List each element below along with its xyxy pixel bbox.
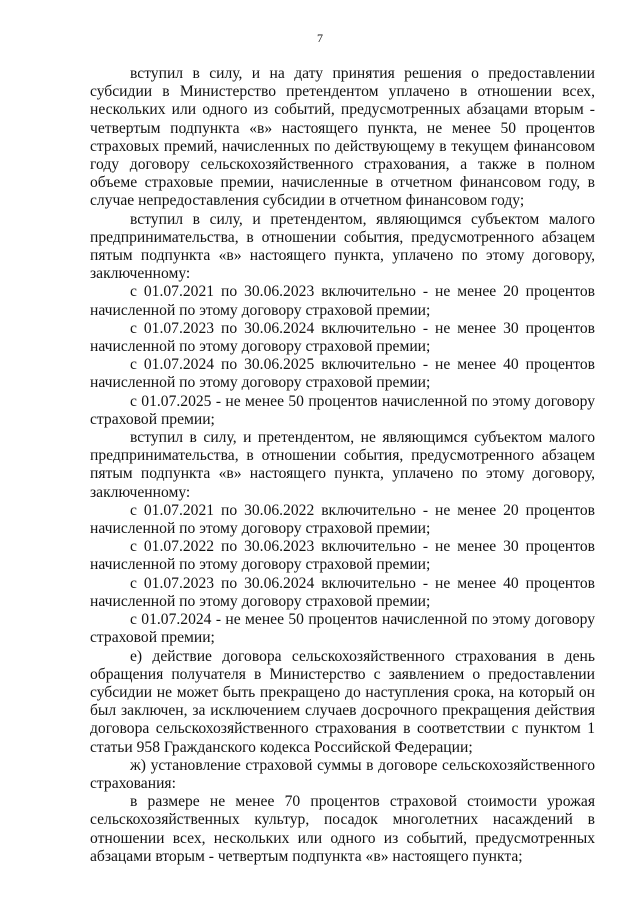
paragraph: ж) установление страховой суммы в договоре сельскохозяйственного страхования: <box>90 756 595 792</box>
paragraph: с 01.07.2021 по 30.06.2022 включительно - не менее 20 процентов начисленной по этому договору страховой премии; <box>90 501 595 538</box>
document-body <box>90 65 595 866</box>
paragraph: с 01.07.2021 по 30.06.2023 включительно - не менее 20 процентов начисленной по этому договору страховой премии; <box>90 283 595 319</box>
paragraph: вступил в силу, и претендентом, являющимся субъектом малого предпринимательства, в отношении события, предусмотренного абзацем пятым подпункта «в» настоящего пункта, уплачено по этому договору, заключенному: <box>90 210 595 283</box>
paragraph: с 01.07.2023 по 30.06.2024 включительно - не менее 40 процентов начисленной по этому договору страховой премии; <box>90 574 595 610</box>
paragraph: с 01.07.2024 - не менее 50 процентов начисленной по этому договору страховой премии; <box>90 611 595 647</box>
paragraph: е) действие договора сельскохозяйственного страхования в день обращения получателя в Министерство с заявлением о предоставлении субсидии не может быть прекращено до наступления срока, на который он был заключен, за исключением случаев досрочного прекращения действия договора сельскохозяйственного страхования в соответствии с пунктом 1 статьи 958 Гражданского кодекса Российской Федерации; <box>90 647 595 756</box>
paragraph: в размере не менее 70 процентов страховой стоимости урожая сельскохозяйственных культур, посадок многолетних насаждений в отношении всех, нескольких или одного из событий, предусмотренных абзацами вторым - четвертым подпункта «в» настоящего пункта; <box>90 793 595 865</box>
paragraph: с 01.07.2024 по 30.06.2025 включительно - не менее 40 процентов начисленной по этому договору страховой премии; <box>90 356 595 392</box>
page-number: 7 <box>317 31 323 45</box>
paragraph: с 01.07.2022 по 30.06.2023 включительно - не менее 30 процентов начисленной по этому договору страховой премии; <box>90 538 595 574</box>
paragraph: вступил в силу, и на дату принятия решения о предоставлении субсидии в Министерство претендентом уплачено в отношении всех, нескольких или одного из событий, предусмотренных абзацами вторым - четвертым подпункта «в» настоящего пункта, не менее 50 процентов страховых премий, начисленных по действующему в текущем финансовом году договору сельскохозяйственного страхования, а также в полном объеме страховые премии, начисленные в отчетном финансовом году, в случае непредоставления субсидии в отчетном финансовом году; <box>90 65 595 210</box>
paragraph: с 01.07.2025 - не менее 50 процентов начисленной по этому договору страховой премии; <box>90 392 595 428</box>
paragraph: вступил в силу, и претендентом, не являющимся субъектом малого предпринимательства, в отношении события, предусмотренного абзацем пятым подпункта «в» настоящего пункта, уплачено по этому договору, заключенному: <box>90 429 595 501</box>
paragraph: с 01.07.2023 по 30.06.2024 включительно - не менее 30 процентов начисленной по этому договору страховой премии; <box>90 319 595 356</box>
